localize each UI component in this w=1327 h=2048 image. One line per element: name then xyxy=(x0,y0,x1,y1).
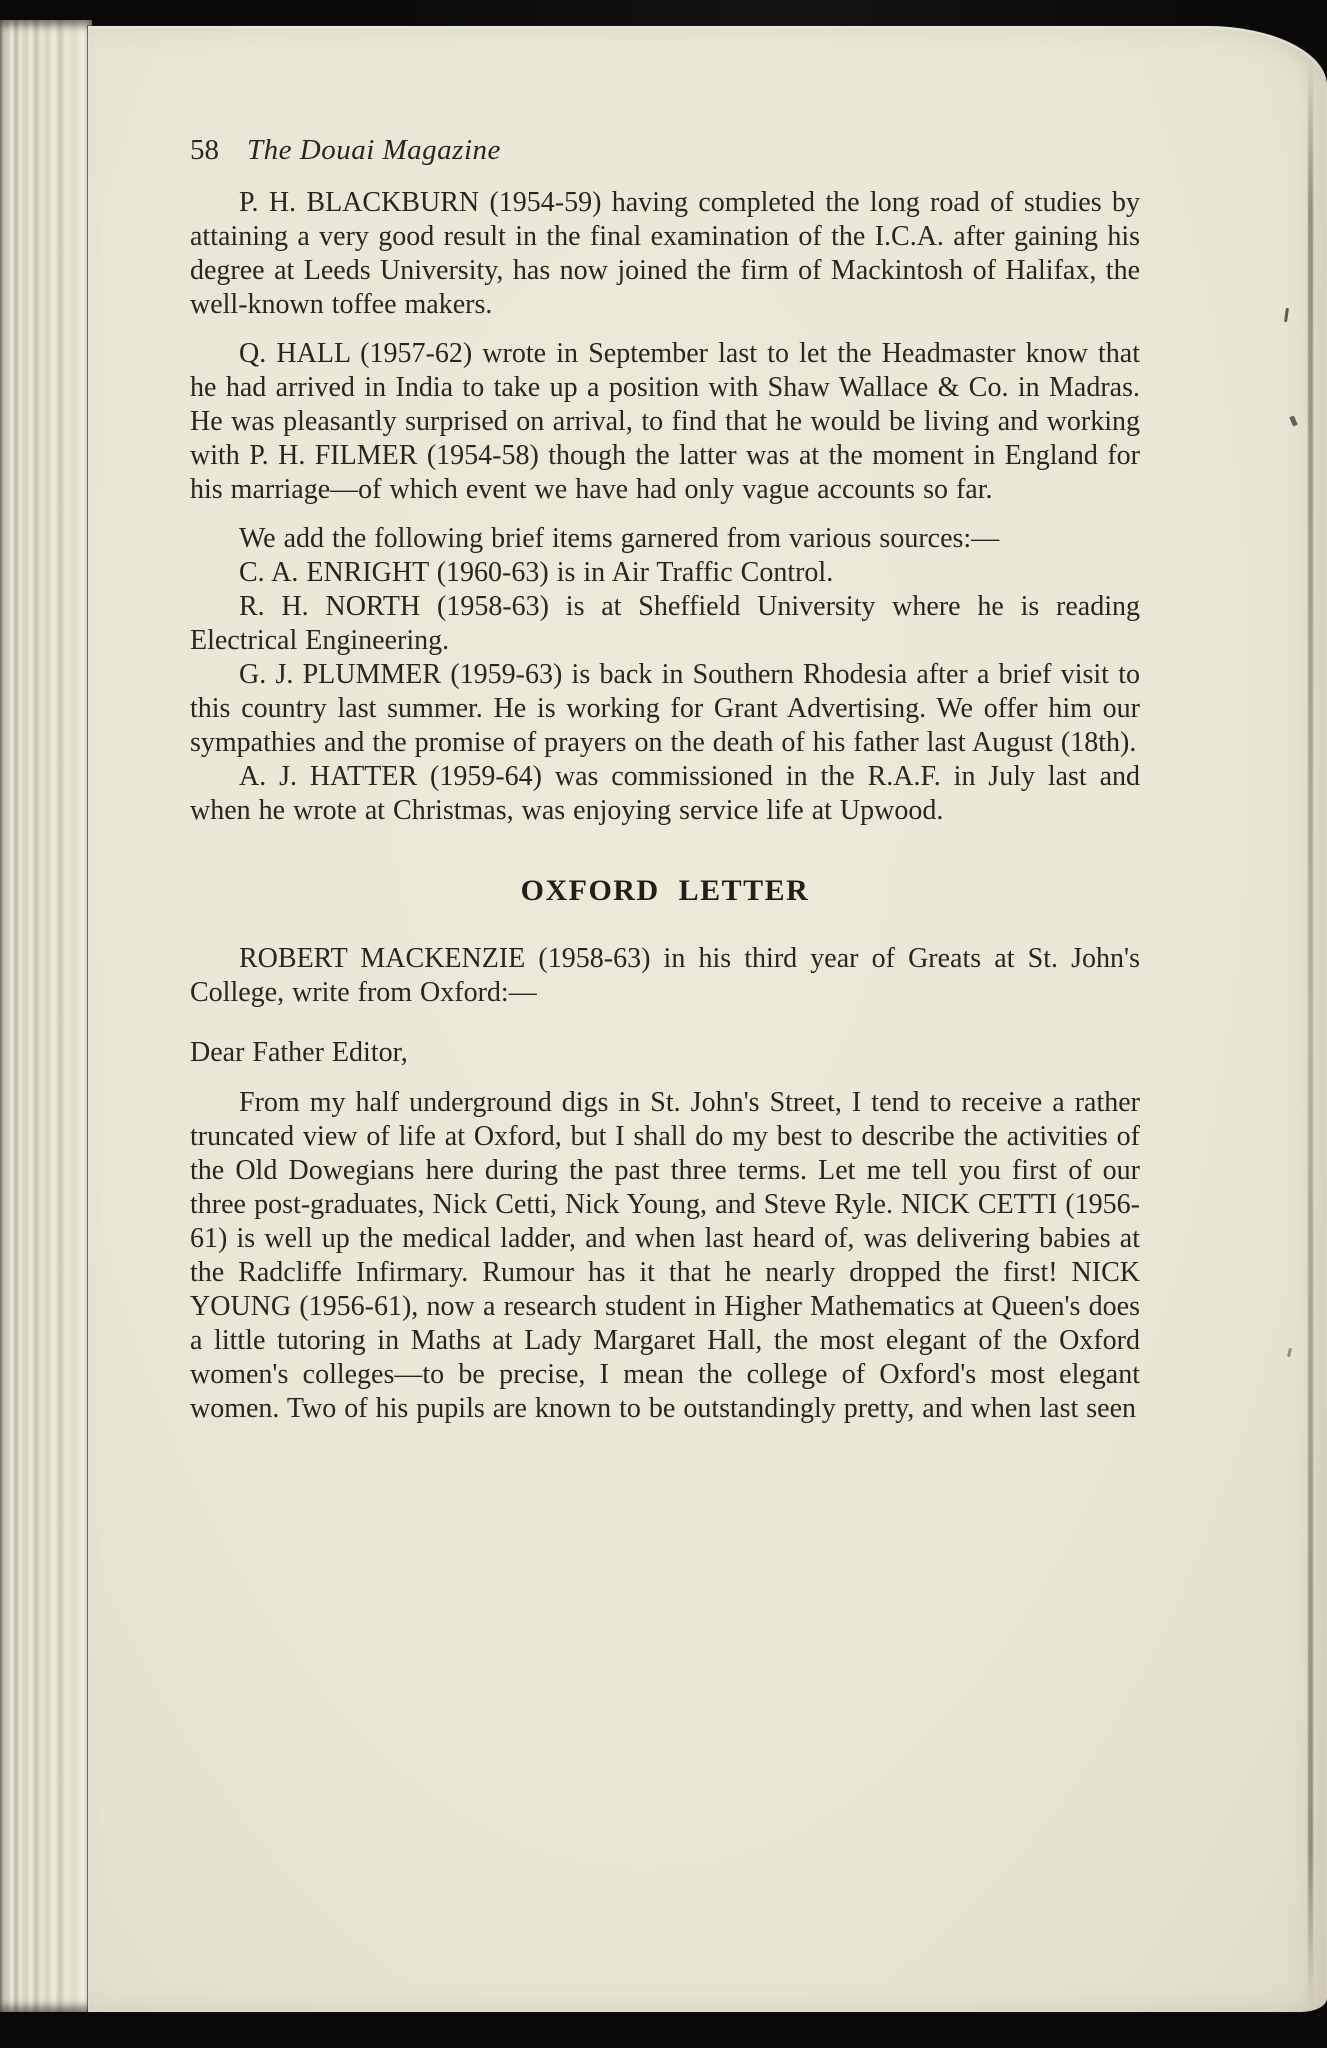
letter-salutation: Dear Father Editor, xyxy=(190,1037,408,1068)
paragraph-hall: Q. HALL (1957-62) wrote in September last to let the Headmaster know that he had arrived in India to take up a position with Shaw Wallace & Co. in Madras. He was pleasantly surprised on arrival, to find that he would be living and working with P. H. FILMER (1954-58) though the latter was at the moment in England for his marriage—of which event we have had only vague accounts so far. xyxy=(190,338,1140,505)
news-item-enright: C. A. ENRIGHT (1960-63) is in Air Traffic Control. xyxy=(239,557,834,588)
paragraph-blackburn: P. H. BLACKBURN (1954-59) having completed the long road of studies by attaining a very good result in the final examination of the I.C.A. after gaining his degree at Leeds University, has now joined the firm of Mackintosh of Halifax, the well-known toffee makers. xyxy=(190,187,1140,320)
running-head xyxy=(190,134,501,167)
letter-intro: ROBERT MACKENZIE (1958-63) in his third year of Greats at St. John's College, write from Oxford:— xyxy=(190,943,1140,1008)
page-number: 58 xyxy=(190,134,219,166)
news-item-hatter: A. J. HATTER (1959-64) was commissioned in the R.A.F. in July last and when he wrote at Christmas, was enjoying service life at Upwood. xyxy=(190,761,1140,826)
gutter-crease xyxy=(1308,56,1313,2006)
magazine-page xyxy=(88,26,1327,2012)
paragraph-sources-intro: We add the following brief items garnered from various sources:— xyxy=(239,523,1000,554)
page-content xyxy=(190,186,1140,1426)
ink-mark xyxy=(1287,1348,1292,1357)
news-item-north: R. H. NORTH (1958-63) is at Sheffield University where he is reading Electrical Engineering. xyxy=(190,591,1140,656)
ink-mark xyxy=(1289,415,1298,426)
ink-mark xyxy=(1284,308,1289,322)
letter-body: From my half underground digs in St. John's Street, I tend to receive a rather truncated view of life at Oxford, but I shall do my best to describe the activities of the Old Dowegians here during the past three terms. Let me tell you first of our three post-graduates, Nick Cetti, Nick Young, and Steve Ryle. NICK CETTI (1956-61) is well up the medical ladder, and when last heard of, was delivering babies at the Radcliffe Infirmary. Rumour has it that he nearly dropped the first! NICK YOUNG (1956-61), now a research student in Higher Mathematics at Queen's does a little tutoring in Maths at Lady Margaret Hall, the most elegant of the Oxford women's colleges—to be precise, I mean the college of Oxford's most elegant women. Two of his pupils are known to be outstandingly pretty, and when last seen xyxy=(190,1087,1140,1424)
book-page-edges xyxy=(0,20,92,2012)
running-title: The Douai Magazine xyxy=(247,134,501,166)
news-item-plummer: G. J. PLUMMER (1959-63) is back in Southern Rhodesia after a brief visit to this country last summer. He is working for Grant Advertising. We offer him our sympathies and the promise of prayers on the death of his father last August (18th). xyxy=(190,659,1140,758)
section-heading: OXFORD LETTER xyxy=(520,874,810,907)
